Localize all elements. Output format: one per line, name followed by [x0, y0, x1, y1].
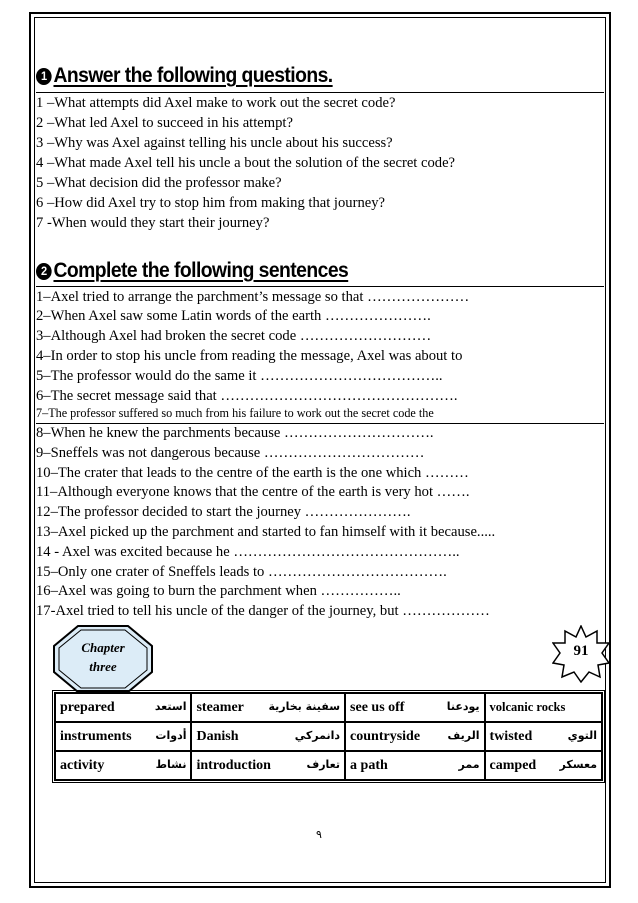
- vocab-cell: [55, 751, 191, 780]
- sentence-12: 12–The professor decided to start the journey ………………….: [36, 504, 411, 520]
- question-7: 7 -When would they start their journey?: [36, 215, 270, 231]
- table-row: [55, 693, 602, 722]
- sentence-1: 1–Axel tried to arrange the parchment’s message so that …………………: [36, 289, 470, 305]
- chapter-line1: Chapter: [81, 640, 125, 655]
- sentence-4: 4–In order to stop his uncle from reading the message, Axel was about to: [36, 348, 463, 364]
- vocab-english: instruments: [60, 728, 132, 744]
- table-row: [55, 722, 602, 751]
- vocab-arabic: التوي: [567, 728, 597, 742]
- page-number: ٩: [316, 828, 322, 841]
- vocabulary-table: [52, 690, 605, 783]
- vocab-cell: [55, 693, 191, 722]
- question-6: 6 –How did Axel try to stop him from making that journey?: [36, 195, 385, 211]
- vocab-cell: [345, 693, 485, 722]
- vocab-arabic: معسكر: [559, 757, 597, 771]
- vocab-arabic: دانمركي: [294, 728, 341, 742]
- section2-title-text: Complete the following sentences: [53, 259, 349, 282]
- vocab-english: camped: [489, 757, 537, 773]
- section1-title-text: Answer the following questions.: [53, 64, 333, 87]
- vocab-english: activity: [60, 757, 105, 773]
- sentence-10: 10–The crater that leads to the centre of the earth is the one which ………: [36, 465, 469, 481]
- vocab-arabic: استعد: [154, 699, 187, 713]
- vocab-cell: [485, 751, 602, 780]
- sentence-5: 5–The professor would do the same it ………………………………..: [36, 368, 443, 384]
- vocab-cell: [191, 693, 345, 722]
- table-row: [55, 751, 602, 780]
- sentence-9: 9–Sneffels was not dangerous because ……………………………: [36, 445, 425, 461]
- sentence-2: 2–When Axel saw some Latin words of the earth ………………….: [36, 308, 431, 324]
- sentence-16: 16–Axel was going to burn the parchment when ……………..: [36, 583, 401, 599]
- chapter-label: [52, 638, 154, 676]
- question-1: 1 –What attempts did Axel make to work out the secret code?: [36, 95, 396, 111]
- sentence-13: 13–Axel picked up the parchment and started to fan himself with it because.....: [36, 524, 496, 540]
- sentence-7: 7–The professor suffered so much from his failure to work out the secret code the: [36, 406, 434, 420]
- section1-title: [36, 64, 333, 88]
- vocab-arabic: الريف: [447, 728, 480, 742]
- vocab-arabic: نشاط: [155, 757, 187, 771]
- question-2: 2 –What led Axel to succeed in his attempt?: [36, 115, 293, 131]
- question-3: 3 –Why was Axel against telling his uncle about his success?: [36, 135, 393, 151]
- vocab-english: a path: [350, 757, 388, 773]
- vocab-arabic: ممر: [458, 757, 480, 771]
- question-5: 5 –What decision did the professor make?: [36, 175, 282, 191]
- vocab-arabic: أدوات: [155, 728, 187, 742]
- vocab-english: introduction: [196, 757, 271, 773]
- section2-rule: [36, 286, 604, 287]
- chapter-octagon: [52, 624, 154, 694]
- sentence-15: 15–Only one crater of Sneffels leads to ……………………………….: [36, 564, 447, 580]
- vocab-english: see us off: [350, 699, 405, 715]
- page-badge: [552, 625, 610, 683]
- vocab-english: steamer: [196, 699, 244, 715]
- vocab-cell: [345, 722, 485, 751]
- section1-rule: [36, 92, 604, 93]
- sentence-14: 14 - Axel was excited because he ………………………………………..: [36, 544, 460, 560]
- question-4: 4 –What made Axel tell his uncle a bout the solution of the secret code?: [36, 155, 456, 171]
- vocab-cell: [191, 722, 345, 751]
- vocab-cell: [191, 751, 345, 780]
- vocab-cell: [345, 751, 485, 780]
- vocab-arabic: تعارف: [306, 757, 341, 771]
- vocab-english: volcanic rocks: [489, 700, 566, 714]
- chapter-line2: three: [89, 659, 117, 674]
- vocab-arabic: يودعنا: [446, 699, 480, 713]
- vocab-english: prepared: [60, 699, 115, 715]
- vocab-cell: [55, 722, 191, 751]
- page-badge-number: 91: [573, 643, 589, 659]
- sentence-8: 8–When he knew the parchments because ………………………….: [36, 425, 434, 441]
- vocab-english: twisted: [489, 728, 533, 744]
- section2-title: [36, 259, 348, 283]
- section1-number-icon: 1: [36, 68, 52, 85]
- sentence-6: 6–The secret message said that ………………………………………….: [36, 388, 458, 404]
- vocab-cell: [485, 722, 602, 751]
- vocab-cell: [485, 693, 602, 722]
- vocab-arabic: سفينة بخارية: [268, 699, 341, 713]
- sentence-11: 11–Although everyone knows that the centre of the earth is very hot …….: [36, 484, 470, 500]
- sentence-17: 17-Axel tried to tell his uncle of the danger of the journey, but ………………: [36, 603, 490, 619]
- sentence-3: 3–Although Axel had broken the secret code ………………………: [36, 328, 432, 344]
- vocab-english: countryside: [350, 728, 421, 744]
- section2-number-icon: 2: [36, 263, 52, 280]
- vocab-english: Danish: [196, 728, 239, 744]
